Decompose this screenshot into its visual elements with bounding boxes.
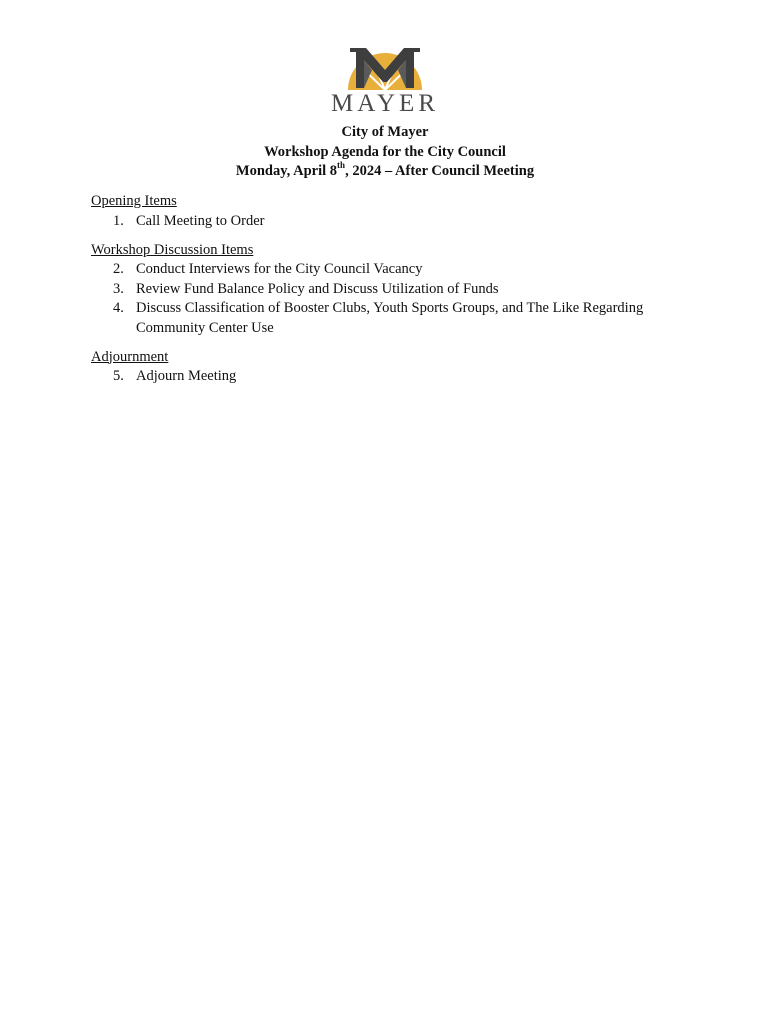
agenda-item	[91, 212, 711, 232]
item-text: Call Meeting to Order	[136, 212, 265, 229]
meeting-date-superscript: th	[337, 160, 346, 171]
meeting-date-suffix: , 2024 – After Council Meeting	[345, 163, 535, 179]
agenda-item	[91, 367, 711, 387]
section-title: Opening Items	[91, 193, 177, 209]
section-opening-items	[91, 192, 711, 231]
item-number: 5.	[113, 368, 124, 384]
agenda-body	[91, 192, 711, 396]
agenda-title: Workshop Agenda for the City Council	[264, 143, 506, 160]
section-workshop-discussion-items	[91, 241, 711, 339]
meeting-date-prefix: Monday, April 8	[235, 163, 338, 179]
mayer-m-sun-icon	[326, 44, 444, 92]
section-title: Workshop Discussion Items	[91, 241, 254, 258]
section-title: Adjournment	[91, 348, 169, 365]
logo-wordmark: MAYER	[331, 90, 439, 117]
item-text: Review Fund Balance Policy and Discuss Utilization of Funds	[136, 280, 499, 297]
item-text: Adjourn Meeting	[136, 368, 237, 384]
item-number: 4.	[113, 300, 124, 316]
document-header	[0, 123, 770, 182]
city-name: City of Mayer	[341, 124, 429, 140]
item-number: 3.	[113, 280, 124, 297]
agenda-item	[91, 260, 711, 280]
item-number: 2.	[113, 261, 124, 277]
agenda-item	[91, 299, 711, 338]
section-adjournment	[91, 348, 711, 387]
agenda-item	[91, 280, 711, 300]
item-text: Conduct Interviews for the City Council Vacancy	[136, 261, 423, 277]
meeting-date	[0, 162, 770, 182]
item-text: Discuss Classification of Booster Clubs, Youth Sports Groups, and The Like Regarding Community Center Use	[136, 300, 644, 336]
city-logo	[326, 44, 444, 118]
item-number: 1.	[113, 212, 124, 229]
